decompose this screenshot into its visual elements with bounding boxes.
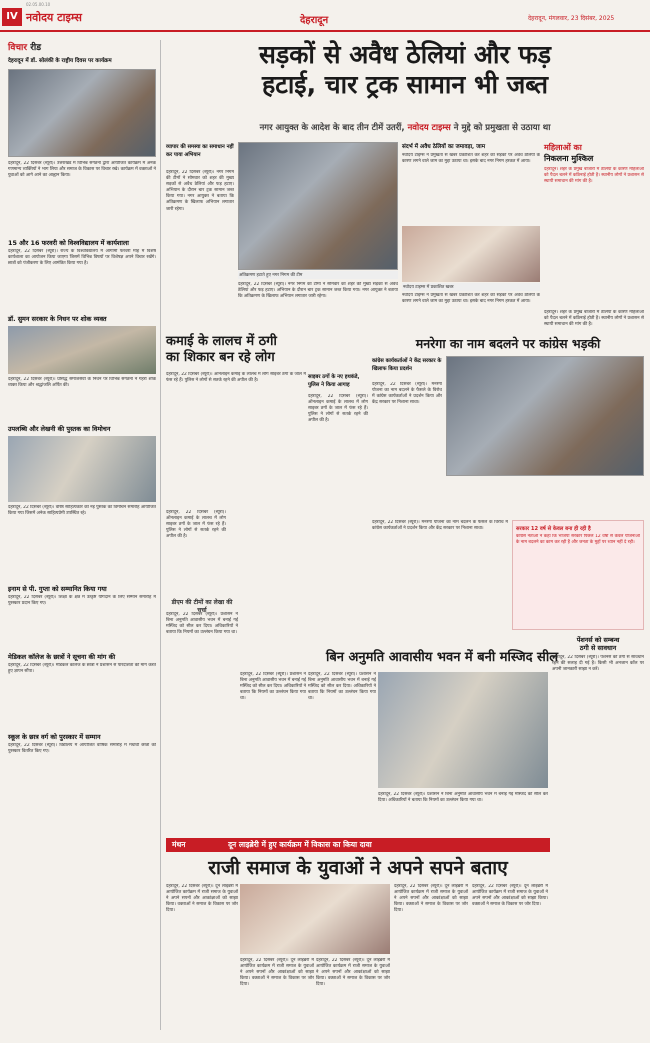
right-text-red: देहरादून। शहर के प्रमुख बाजारों में ठेलियों के कारण महिलाओं को पैदल चलने में कठिनाई होती है। स्थानीय लोगों ने प्रशासन से स्थायी समाधान की मांग की है। <box>544 167 644 185</box>
raji-bar <box>166 838 550 852</box>
pension-text: देहरादून, 22 दिसंबर (ब्यूरो)। पेंशनर्स को ठगों से सावधान रहने की सलाह दी गई है। किसी भी अनजान कॉल पर अपनी जानकारी साझा न करें। <box>552 655 644 673</box>
section-name: देहरादून <box>300 15 329 26</box>
pension-title-1: पेंशनर्स को सम्बन्ध <box>576 636 620 644</box>
main-bullet-block <box>166 142 236 158</box>
left-photo-2 <box>8 326 156 374</box>
left-story-7: देहरादून, 22 दिसंबर (ब्यूरो)। विद्यालय में आयोजित वार्षिक समारोह में मेधावी छात्रों को पुरस्कार वितरित किए गए। <box>8 743 156 755</box>
left-heading-7: स्कूल के छात्र वर्ग को पुरस्कार में सम्मान <box>8 733 101 741</box>
main-story-col-1: देहरादून, 22 दिसंबर (ब्यूरो)। नगर निगम की टीमों ने सोमवार को शहर की मुख्य सड़कों से अवैध ठेलियां और फड़ हटाए। अभियान के दौरान चार ट्रक सामान जब्त किया गया। नगर आयुक्त ने बताया कि अतिक्रमण के खिलाफ अभियान लगातार जारी रहेगा। <box>166 170 234 212</box>
sarkar-box <box>512 520 644 630</box>
kamai-headline-2: का शिकार बन रहे लोग <box>166 350 275 365</box>
news-clipping-image <box>402 226 540 282</box>
kamai-bullet-col <box>308 372 368 388</box>
sarkar-title: सरकार 12 वर्ष से केवल बना ही रही है <box>516 526 591 532</box>
raji-text-col-4: देहरादून, 22 दिसंबर (ब्यूरो)। दून लाइब्रेरी में आयोजित कार्यक्रम में राजी समाज के युवाओं ने अपने सपनों और आकांक्षाओं को साझा किया। वक्ताओं ने समाज के विकास पर जोर दिया। <box>394 884 468 914</box>
small-line: 02.05.00.10 <box>26 2 51 7</box>
brand-logo: नवोदय टाइम्स <box>26 11 82 24</box>
mnrega-text: देहरादून, 22 दिसंबर (ब्यूरो)। मनरेगा योजना का नाम बदलने के फैसले के विरोध में कांग्रेस कार्यकर्ताओं ने प्रदर्शन किया और केंद्र सरकार पर निशाना साधा। <box>372 382 442 406</box>
kamai-text-3: देहरादून, 22 दिसंबर (ब्यूरो)। ऑनलाइन कमाई के लालच में लोग साइबर ठगों के जाल में फंस रहे हैं। पुलिस ने लोगों से सतर्क रहने की अपील की है। <box>166 510 226 540</box>
left-subtitle: देहरादून में डॉ. सोलंकी के राष्ट्रीय दिवस पर कार्यक्रम <box>8 58 112 64</box>
raji-text-col-2: देहरादून, 22 दिसंबर (ब्यूरो)। दून लाइब्रेरी में आयोजित कार्यक्रम में राजी समाज के युवाओं ने अपने सपनों और आकांक्षाओं को साझा किया। वक्ताओं ने समाज के विकास पर जोर दिया। <box>240 958 314 988</box>
page-header <box>0 0 650 30</box>
main-box <box>402 142 540 333</box>
deck-brand: नवोदय टाइम्स <box>407 123 451 133</box>
mnrega-bullet: कांग्रेस कार्यकर्ताओं ने केंद्र सरकार के खिलाफ किया प्रदर्शन <box>372 358 442 372</box>
mnrega-headline: मनरेगा का नाम बदलने पर कांग्रेस भड़की <box>415 336 601 351</box>
left-photo-3 <box>8 436 156 502</box>
header-rule <box>0 30 650 32</box>
left-title <box>8 40 156 53</box>
clip-caption: नवोदय टाइम्स में प्रकाशित खबर <box>402 283 540 291</box>
page-number: IV <box>2 8 22 26</box>
deck-part-1: नगर आयुक्त के आदेश के बाद तीन टीमें उतरीं, <box>259 123 405 133</box>
left-column <box>8 40 156 829</box>
sarkar-text: कांग्रेस नेताओं ने कहा कि भाजपा सरकार पिछले 12 वर्षों से केवल योजनाओं के नाम बदलने का काम कर रही है और जनता के मुद्दों पर ध्यान नहीं दे रही। <box>516 534 640 546</box>
left-heading-3: डॉ. सुमन सरकार के निधन पर शोक व्यक्त <box>8 315 107 323</box>
main-deck <box>166 122 644 133</box>
masjid-text-col-4: देहरादून, 22 दिसंबर (ब्यूरो)। प्रशासन ने बिना अनुमति आवासीय भवन में बनाई गई मस्जिद को सील कर दिया। अधिकारियों ने बताया कि नियमों का उल्लंघन किया गया था। <box>378 792 548 804</box>
main-headline <box>166 40 644 100</box>
raji-photo <box>240 884 390 954</box>
mnrega-text-2: देहरादून, 22 दिसंबर (ब्यूरो)। मनरेगा योजना का नाम बदलने के फैसले के विरोध में कांग्रेस कार्यकर्ताओं ने प्रदर्शन किया और केंद्र सरकार पर निशाना साधा। <box>372 520 508 532</box>
main-box-text: नवोदय टाइम्स ने प्रमुखता से खबर प्रकाशित कर शहर की सड़कों पर अवैध ठेलियों के कारण लगने वाले जाम का मुद्दा उठाया था। इसके बाद नगर निगम हरकत में आया। <box>402 153 540 165</box>
left-story-4: देहरादून, 22 दिसंबर (ब्यूरो)। वरिष्ठ साहित्यकार की नई पुस्तक का विमोचन समारोह आयोजित किया गया जिसमें अनेक साहित्यप्रेमी उपस्थित रहे। <box>8 505 156 517</box>
raji-text-col-3: देहरादून, 22 दिसंबर (ब्यूरो)। दून लाइब्रेरी में आयोजित कार्यक्रम में राजी समाज के युवाओं ने अपने सपनों और आकांक्षाओं को साझा किया। वक्ताओं ने समाज के विकास पर जोर दिया। <box>316 958 390 988</box>
left-title-prefix: विचार <box>8 43 28 53</box>
kamai-headline-1: कमाई के लालच में ठगी <box>166 334 277 349</box>
right-title-1: महिलाओं का <box>544 143 582 152</box>
main-headline-line-1: सड़कों से अवैध ठेलियां और फड़ <box>258 40 552 69</box>
pension-title-2: ठगी से सावधान <box>579 644 617 652</box>
left-story-3: देहरादून, 22 दिसंबर (ब्यूरो)। प्रसिद्ध समाजसेवी के निधन पर विभिन्न संगठनों ने गहरा शोक व्यक्त किया और श्रद्धांजलि अर्पित की। <box>8 377 156 389</box>
main-headline-line-2: हटाई, चार ट्रक सामान भी जब्त <box>261 70 549 99</box>
main-box-title: संदर्भ में अवैध ठेलियों का जमावड़ा, जाम <box>402 144 486 150</box>
left-title-rest: रीड <box>30 43 42 53</box>
left-heading-4: उपलब्धि और लेखनी की पुस्तक का विमोचन <box>8 425 111 433</box>
left-heading-2: 15 और 16 फरवरी को विश्वविद्यालय में कार्यशाला <box>8 239 129 247</box>
kamai-headline <box>166 334 306 366</box>
date-line: देहरादून, मंगलवार, 23 दिसंबर, 2025 <box>528 15 615 22</box>
left-story-2: देहरादून, 22 दिसंबर (ब्यूरो)। राज्य के विश्वविद्यालय में आगामी फरवरी माह में विशेष कार्यशाला का आयोजन किया जाएगा जिसमें विभिन्न विषयों पर विशेषज्ञ अपने विचार रखेंगे। छात्रों को पंजीकरण के लिए आमंत्रित किया गया है। <box>8 249 156 267</box>
right-title-2: निकलना मुश्किल <box>544 154 594 163</box>
kamai-story <box>166 334 306 492</box>
left-story-5: देहरादून, 22 दिसंबर (ब्यूरो)। शिक्षा के क्षेत्र में उत्कृष्ट योगदान के लिए सम्मान समारोह में पुरस्कार प्रदान किए गए। <box>8 595 156 607</box>
left-photo-1 <box>8 69 156 157</box>
masjid-side-note: डीएम की टीमों का लेखा की चर्चा <box>171 599 233 614</box>
pension-box <box>552 636 644 955</box>
right-column-box <box>544 142 644 360</box>
main-bullet-1: व्यापार की समस्या का समाधान नहीं कर पाया अभियान <box>166 144 234 158</box>
kamai-text: देहरादून, 22 दिसंबर (ब्यूरो)। ऑनलाइन कमाई के लालच में लोग साइबर ठगों के जाल में फंस रहे हैं। पुलिस ने लोगों से सतर्क रहने की अपील की है। <box>166 372 306 384</box>
mnrega-photo <box>446 356 644 476</box>
left-heading-6: मेडिकल कॉलेज के छात्रों ने सूचना की मांग की <box>8 653 116 661</box>
column-divider <box>160 40 161 1030</box>
raji-bar-mid: दून लाइब्रेरी में हुए कार्यक्रम में विकास का किया दावा <box>228 840 372 849</box>
masjid-text-col-1: देहरादून, 22 दिसंबर (ब्यूरो)। प्रशासन ने बिना अनुमति आवासीय भवन में बनाई गई मस्जिद को सील कर दिया। अधिकारियों ने बताया कि नियमों का उल्लंघन किया गया था। <box>166 612 238 636</box>
deck-part-2: ने मुद्दे को प्रमुखता से उठाया था <box>453 123 551 133</box>
raji-headline: राजी समाज के युवाओं ने अपने सपने बताए <box>208 857 508 879</box>
left-story-1: देहरादून, 22 दिसंबर (ब्यूरो)। उत्तराखंड में विभिन्न संगठनों द्वारा आयोजित कार्यक्रम में अनेक गणमान्य व्यक्तियों ने भाग लिया और समाज के विकास पर विचार रखे। कार्यक्रम में वक्ताओं ने युवाओं को आगे आने का आह्वान किया। <box>8 161 156 179</box>
right-text: देहरादून। शहर के प्रमुख बाजारों में ठेलियों के कारण महिलाओं को पैदल चलने में कठिनाई होती है। स्थानीय लोगों ने प्रशासन से स्थायी समाधान की मांग की है। <box>544 310 644 328</box>
raji-text-col-1: देहरादून, 22 दिसंबर (ब्यूरो)। दून लाइब्रेरी में आयोजित कार्यक्रम में राजी समाज के युवाओं ने अपने सपनों और आकांक्षाओं को साझा किया। वक्ताओं ने समाज के विकास पर जोर दिया। <box>166 884 238 914</box>
main-box-text-2: नवोदय टाइम्स ने प्रमुखता से खबर प्रकाशित कर शहर की सड़कों पर अवैध ठेलियों के कारण लगने वाले जाम का मुद्दा उठाया था। इसके बाद नगर निगम हरकत में आया। <box>402 293 540 305</box>
kamai-text-2: देहरादून, 22 दिसंबर (ब्यूरो)। ऑनलाइन कमाई के लालच में लोग साइबर ठगों के जाल में फंस रहे हैं। पुलिस ने लोगों से सतर्क रहने की अपील की है। <box>308 394 368 424</box>
main-photo-caption: अतिक्रमण हटाते हुए नगर निगम की टीम <box>238 271 398 279</box>
raji-bar-left: मंथन <box>172 840 186 849</box>
masjid-headline: बिन अनुमति आवासीय भवन में बनी मस्जिद सील <box>325 650 559 665</box>
raji-text-col-5: देहरादून, 22 दिसंबर (ब्यूरो)। दून लाइब्रेरी में आयोजित कार्यक्रम में राजी समाज के युवाओं ने अपने सपनों और आकांक्षाओं को साझा किया। वक्ताओं ने समाज के विकास पर जोर दिया। <box>472 884 548 908</box>
left-story-6: देहरादून, 22 दिसंबर (ब्यूरो)। मेडिकल कॉलेज के छात्रों ने प्रशासन से पारदर्शिता की मांग करते हुए ज्ञापन सौंपा। <box>8 663 156 675</box>
left-heading-5: इनाम से पी. गुप्ता को सम्मानित किया गया <box>8 585 107 593</box>
main-photo <box>238 142 398 270</box>
masjid-text-col-2: देहरादून, 22 दिसंबर (ब्यूरो)। प्रशासन ने बिना अनुमति आवासीय भवन में बनाई गई मस्जिद को सील कर दिया। अधिकारियों ने बताया कि नियमों का उल्लंघन किया गया था। <box>240 672 306 702</box>
kamai-bullet: साइबर ठगों के नए हथकंडे, पुलिस ने किया आगाह <box>308 374 360 388</box>
main-story-col-2: देहरादून, 22 दिसंबर (ब्यूरो)। नगर निगम की टीमों ने सोमवार को शहर की मुख्य सड़कों से अवैध ठेलियां और फड़ हटाए। अभियान के दौरान चार ट्रक सामान जब्त किया गया। नगर आयुक्त ने बताया कि अतिक्रमण के खिलाफ अभियान लगातार जारी रहेगा। <box>238 282 398 300</box>
masjid-photo <box>378 672 548 788</box>
masjid-text-col-3: देहरादून, 22 दिसंबर (ब्यूरो)। प्रशासन ने बिना अनुमति आवासीय भवन में बनाई गई मस्जिद को सील कर दिया। अधिकारियों ने बताया कि नियमों का उल्लंघन किया गया था। <box>308 672 376 702</box>
